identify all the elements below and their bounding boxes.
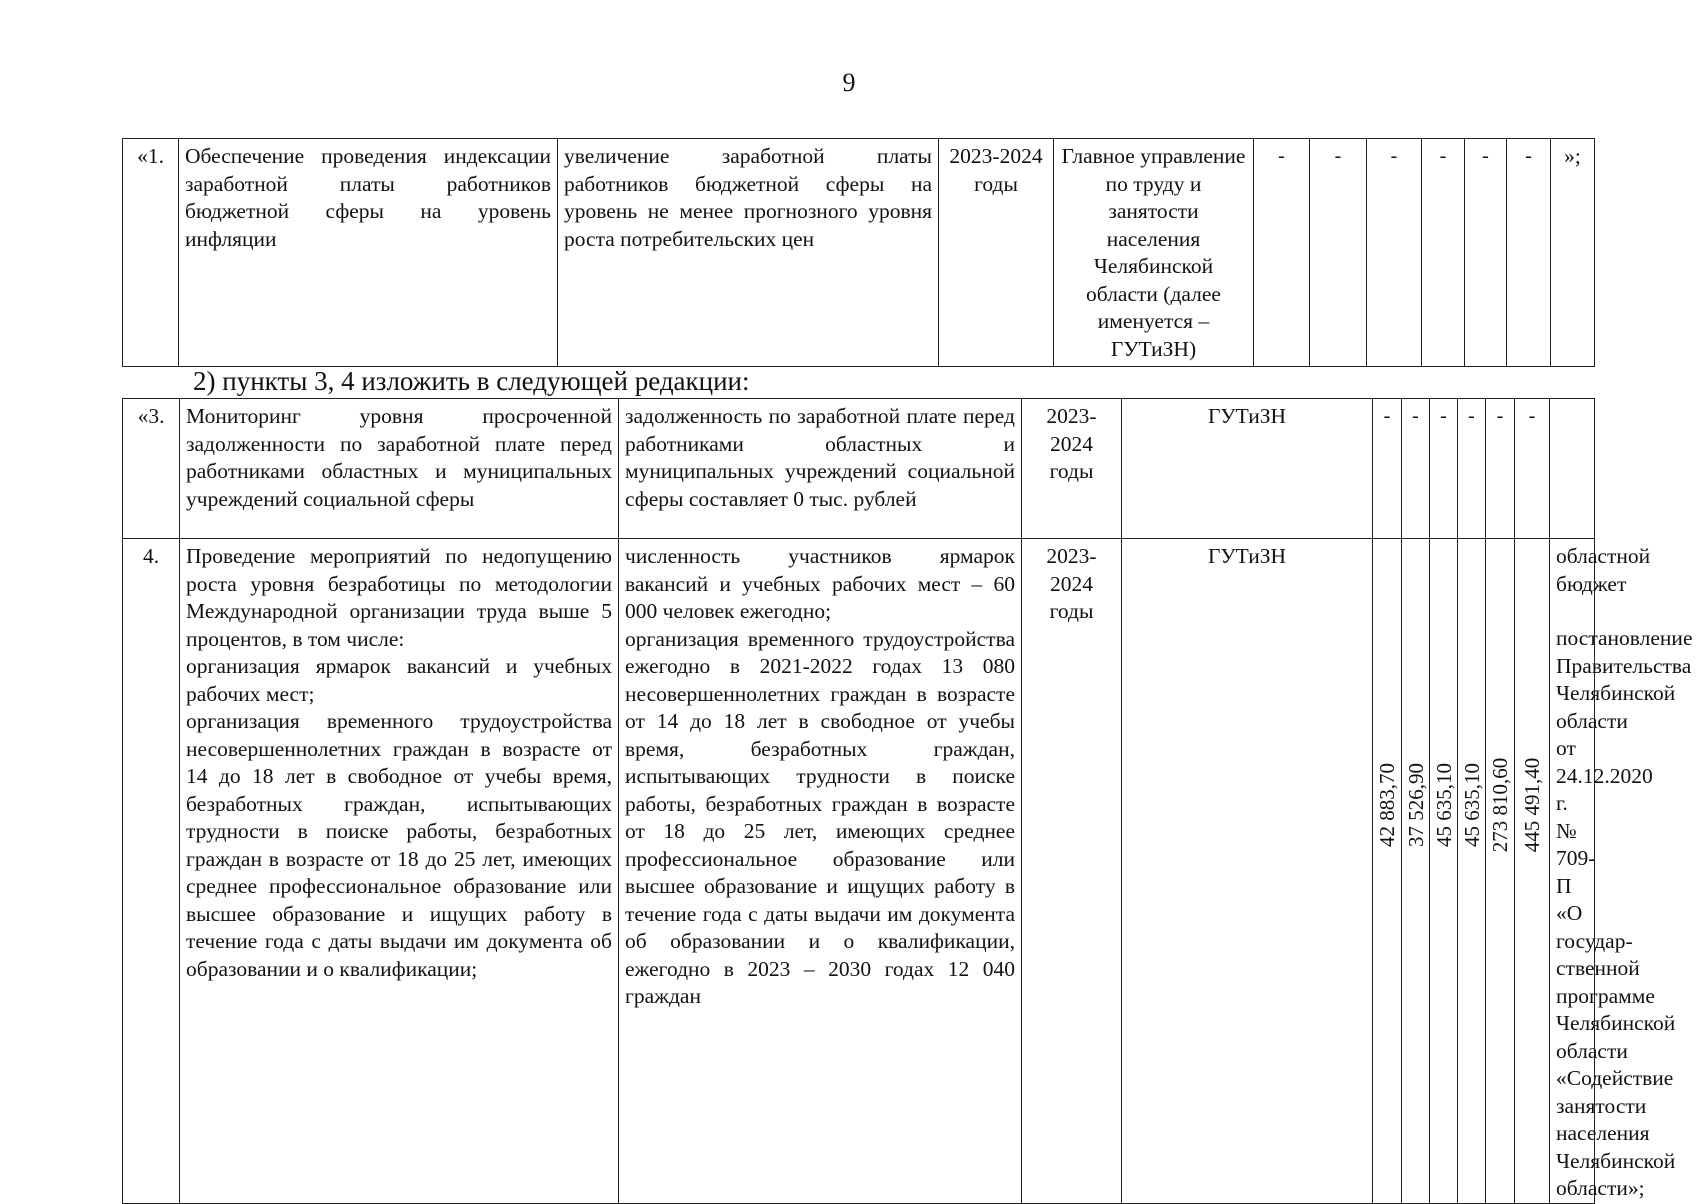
- value-cell: -: [1515, 399, 1550, 539]
- row-number: «1.: [123, 139, 179, 367]
- value-cell: [1515, 539, 1550, 1204]
- period-cell: 2023-2024 годы: [1022, 539, 1122, 1204]
- value-cell: -: [1486, 399, 1515, 539]
- activity-line: организация временного трудоустройства несовершеннолетних граждан в возрасте от 14 до 18 лет в свободное от учебы время, безработных граждан, испытывающих трудности в поиске работы, безработных граждан в возрасте от 18 до 25 лет, имеющих среднее профессиональное образование или высшее образование и ищущих работу в течение года с даты выдачи им документа об образовании и о квалификации;: [186, 709, 612, 981]
- table-item-1: [122, 138, 1595, 367]
- activity-cell: Мониторинг уровня просроченной задолженности по заработной плате перед работниками областных и муниципальных учреждений социальной сферы: [180, 399, 619, 539]
- value-text: 45 635,10: [1431, 763, 1456, 847]
- period-cell: 2023-2024 годы: [939, 139, 1054, 367]
- table-row: [123, 539, 1595, 1204]
- activity-cell: [180, 539, 619, 1204]
- value-text: 45 635,10: [1459, 763, 1484, 847]
- row-number: 4.: [123, 539, 180, 1204]
- activity-line: организация ярмарок вакансий и учебных рабочих мест;: [186, 654, 612, 706]
- funding-source: областной бюджет: [1556, 544, 1651, 596]
- value-cell: -: [1402, 399, 1430, 539]
- activity-line: Проведение мероприятий по недопущению роста уровня безработицы по методологии Международной организации труда выше 5 процентов, в том числе:: [186, 544, 612, 651]
- result-line: организация временного трудоустройства ежегодно в 2021-2022 годах 13 080 несовершеннолетних граждан в возрасте от 14 до 18 лет в свободное от учебы время, безработных граждан, испытывающих трудности в поиске работы, безработных граждан в возрасте от 18 до 25 лет, имеющих среднее профессиональное образование или высшее образование и ищущих работу в течение года с даты выдачи им документа об образовании и о квалификации, ежегодно в 2023 – 2030 годах 12 040 граждан: [625, 626, 1015, 1008]
- value-cell: [1486, 539, 1515, 1204]
- value-text: 273 810,60: [1488, 757, 1512, 853]
- executor-cell: Главное управление по труду и занятости населения Челябинской области (далее именуется – ГУТиЗН): [1054, 139, 1254, 367]
- empty-cell: [1550, 399, 1595, 539]
- value-cell: -: [1458, 399, 1486, 539]
- value-cell: -: [1465, 139, 1507, 367]
- table-row: [123, 139, 1595, 367]
- spacer: [1556, 598, 1588, 625]
- row-end-mark: »;: [1551, 139, 1595, 367]
- table-items-3-4: [122, 398, 1693, 1204]
- source-cell: [1550, 539, 1693, 1204]
- page-number: 9: [842, 68, 856, 97]
- result-line: численность участников ярмарок вакансий и учебных рабочих мест – 60 000 человек ежегодно;: [625, 544, 1015, 623]
- result-cell: увеличение заработной платы работников бюджетной сферы на уровень не менее прогнозного уровня роста потребительских цен: [558, 139, 939, 367]
- table-row: [123, 399, 1595, 539]
- edit-instruction: 2) пункты 3, 4 изложить в следующей редакции:: [193, 366, 750, 396]
- value-cell: -: [1254, 139, 1310, 367]
- value-cell: [1430, 539, 1458, 1204]
- value-cell: -: [1373, 399, 1402, 539]
- value-cell: -: [1310, 139, 1367, 367]
- value-cell: [1402, 539, 1430, 1204]
- period-cell: 2023-2024 годы: [1022, 399, 1122, 539]
- row-number: «3.: [123, 399, 180, 539]
- value-cell: -: [1367, 139, 1422, 367]
- activity-cell: Обеспечение проведения индексации заработной платы работников бюджетной сферы на уровень инфляции: [179, 139, 558, 367]
- result-cell: задолженность по заработной плате перед работниками областных и муниципальных учреждений социальной сферы составляет 0 тыс. рублей: [619, 399, 1022, 539]
- value-cell: -: [1422, 139, 1465, 367]
- value-cell: -: [1430, 399, 1458, 539]
- value-cell: -: [1507, 139, 1551, 367]
- value-text: 445 491,40: [1520, 757, 1544, 853]
- value-text: 42 883,70: [1375, 763, 1399, 847]
- value-cell: [1458, 539, 1486, 1204]
- value-cell: [1373, 539, 1402, 1204]
- value-text: 37 526,90: [1403, 763, 1428, 847]
- legal-basis: постановление Правительства Челябинской области от 24.12.2020 г. № 709-П «О государ-ственной программе Челябинской области «Содействие занятости населения Челябинской области»;: [1556, 626, 1693, 1200]
- result-cell: [619, 539, 1022, 1204]
- executor-cell: ГУТиЗН: [1122, 399, 1373, 539]
- executor-cell: ГУТиЗН: [1122, 539, 1373, 1204]
